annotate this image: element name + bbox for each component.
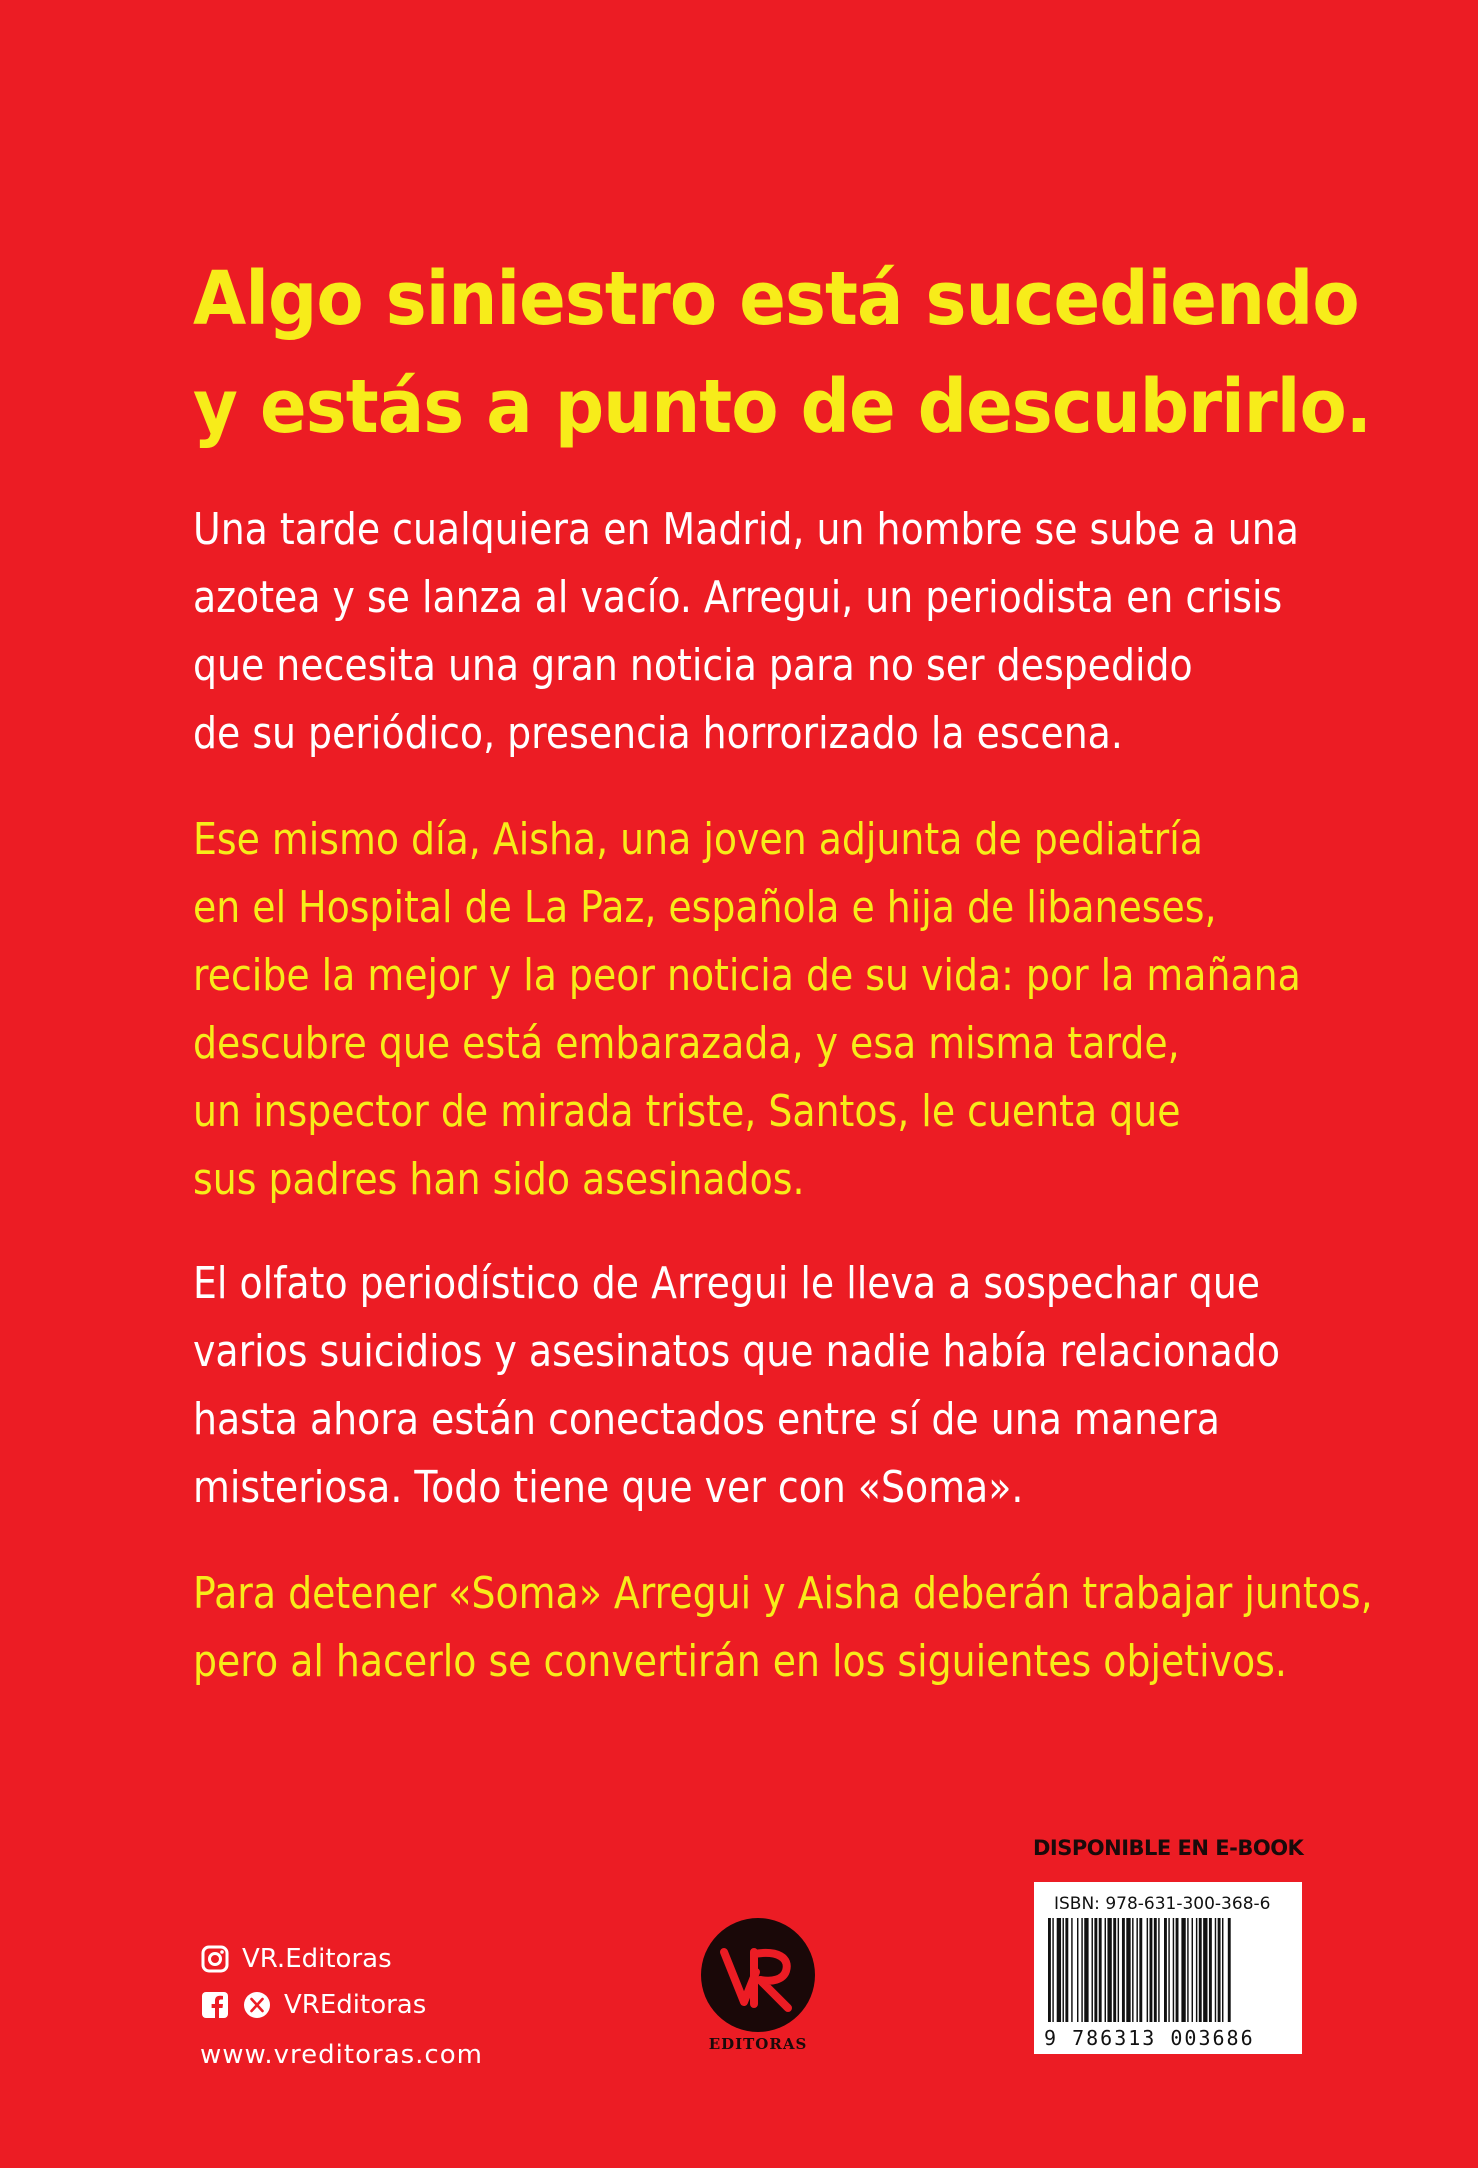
- paragraph-line: hasta ahora están conectados entre sí de una manera: [193, 1394, 1220, 1445]
- synopsis-paragraph-2: [193, 806, 1301, 1214]
- paragraph-line: en el Hospital de La Paz, española e hija de libaneses,: [193, 882, 1217, 933]
- paragraph-line: que necesita una gran noticia para no ser despedido: [193, 640, 1193, 691]
- paragraph-line: azotea y se lanza al vacío. Arregui, un periodista en crisis: [193, 572, 1283, 623]
- synopsis-paragraph-4: [193, 1560, 1373, 1696]
- paragraph-line: varios suicidios y asesinatos que nadie había relacionado: [193, 1326, 1280, 1377]
- instagram-row[interactable]: [200, 1936, 483, 1982]
- facebook-icon[interactable]: [200, 1990, 230, 2020]
- synopsis-paragraph-3: [193, 1250, 1280, 1522]
- barcode-bars: [1042, 1918, 1294, 2026]
- headline: [193, 245, 1372, 461]
- paragraph-line: descubre que está embarazada, y esa misma tarde,: [193, 1018, 1180, 1069]
- headline-line-2: y estás a punto de descubrirlo.: [193, 364, 1372, 450]
- synopsis-paragraph-1: [193, 496, 1299, 768]
- instagram-icon: [200, 1944, 230, 1974]
- paragraph-line: un inspector de mirada triste, Santos, le cuenta que: [193, 1086, 1181, 1137]
- x-icon[interactable]: [242, 1990, 272, 2020]
- paragraph-line: Para detener «Soma» Arregui y Aisha deberán trabajar juntos,: [193, 1568, 1373, 1619]
- paragraph-line: Ese mismo día, Aisha, una joven adjunta de pediatría: [193, 814, 1203, 865]
- paragraph-line: El olfato periodístico de Arregui le lleva a sospechar que: [193, 1258, 1261, 1309]
- website-link[interactable]: www.vreditoras.com: [200, 2040, 483, 2070]
- ebook-notice: DISPONIBLE EN E-BOOK: [1033, 1836, 1304, 1860]
- paragraph-line: recibe la mejor y la peor noticia de su vida: por la mañana: [193, 950, 1301, 1001]
- paragraph-line: misteriosa. Todo tiene que ver con «Soma».: [193, 1462, 1024, 1513]
- publisher-logo: [694, 1916, 822, 2056]
- fb-x-handle[interactable]: VREditoras: [284, 1990, 427, 2020]
- isbn-label: ISBN: 978-631-300-368-6: [1054, 1894, 1271, 1914]
- instagram-handle[interactable]: VR.Editoras: [242, 1944, 392, 1974]
- paragraph-line: pero al hacerlo se convertirán en los siguientes objetivos.: [193, 1636, 1287, 1687]
- isbn-barcode: [1034, 1882, 1302, 2054]
- paragraph-line: Una tarde cualquiera en Madrid, un hombre se sube a una: [193, 504, 1299, 555]
- facebook-x-row: [200, 1982, 483, 2028]
- publisher-name: EDITORAS: [708, 2035, 808, 2053]
- paragraph-line: de su periódico, presencia horrorizado la escena.: [193, 708, 1123, 759]
- barcode-digits: 9 786313 003686: [1044, 2026, 1255, 2050]
- social-links: [200, 1936, 483, 2078]
- headline-line-1: Algo siniestro está sucediendo: [193, 256, 1359, 342]
- paragraph-line: sus padres han sido asesinados.: [193, 1154, 805, 1205]
- vr-logo-icon: [694, 1916, 822, 2034]
